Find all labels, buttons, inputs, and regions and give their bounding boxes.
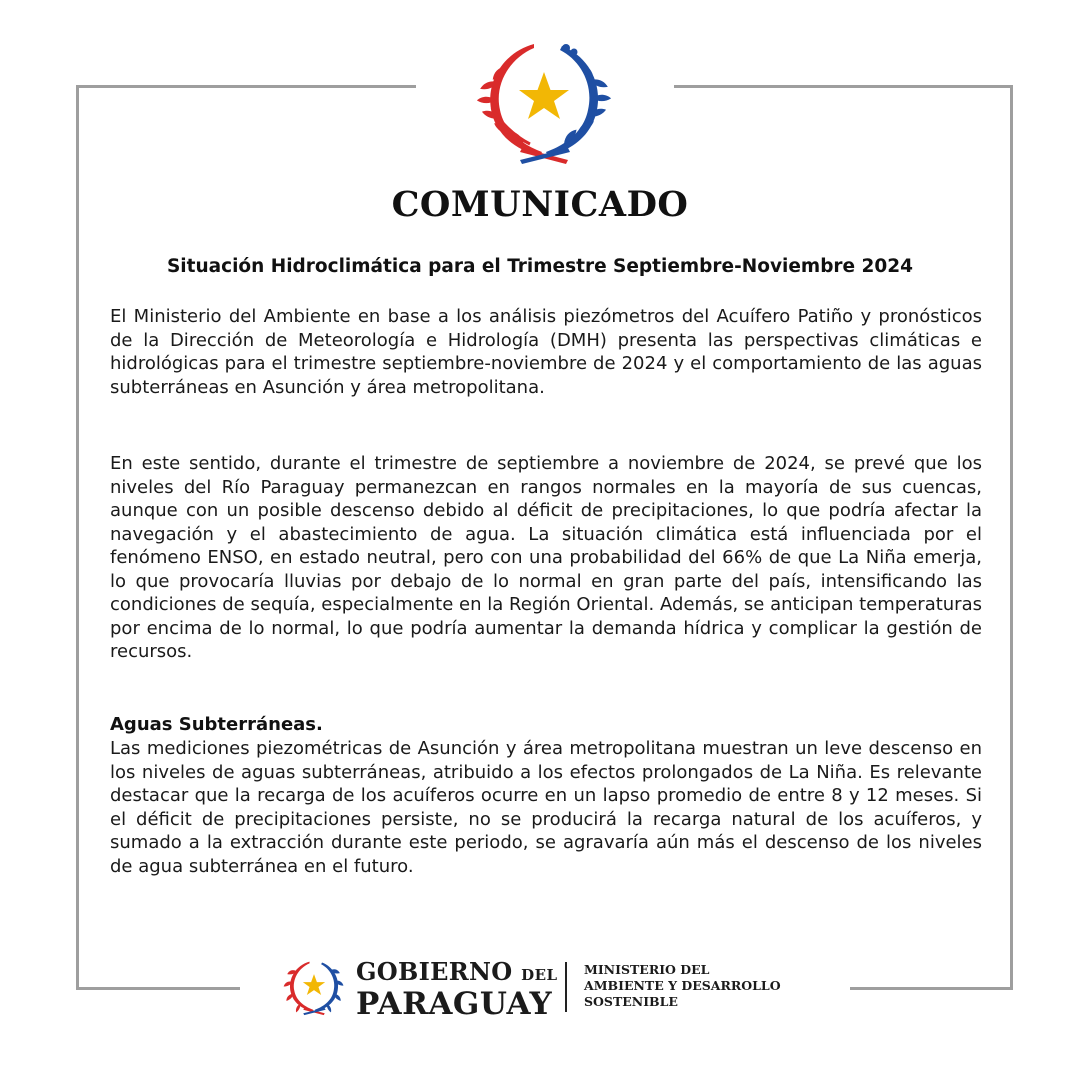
ministry-line-2: AMBIENTE Y DESARROLLO — [584, 978, 781, 993]
ministry-line-3: SOSTENIBLE — [584, 994, 678, 1009]
page-title: COMUNICADO — [391, 184, 689, 225]
ministry-wordmark — [584, 962, 834, 1010]
government-wordmark — [356, 957, 558, 1022]
frame-bottom-right — [850, 987, 1013, 990]
national-emblem-icon — [281, 956, 347, 1018]
subtitle: Situación Hidroclimática para el Trimestre Septiembre-Noviembre 2024 — [166, 256, 914, 277]
section-heading: Aguas Subterráneas. — [110, 714, 323, 735]
frame-top-right — [674, 85, 1013, 88]
footer-divider — [565, 962, 567, 1012]
paragraph-groundwater: Las mediciones piezométricas de Asunción y área metropolitana muestran un leve descenso en los niveles de aguas subterráneas, atribuido a los efectos prolongados de La Niña. Es relevante destacar que la recarga de los acuíferos ocurre en un lapso promedio de entre 8 y 12 meses. Si el déficit de precipitaciones persiste, no se producirá la recarga natural de los acuíferos, y sumado a la extracción durante este periodo, se agravaría aún más el descenso de los niveles de agua subterránea en el futuro. — [110, 738, 982, 877]
paragraph-forecast: En este sentido, durante el trimestre de septiembre a noviembre de 2024, se prevé que los niveles del Río Paraguay permanezcan en rangos normales en la mayoría de sus cuencas, aunque con un posible descenso debido al déficit de precipitaciones, lo que podría afectar la navegación y el abastecimiento de agua. La situación climática está influenciada por el fenómeno ENSO, en estado neutral, pero con una probabilidad del 66% de que La Niña emerja, lo que provocaría lluvias por debajo de lo normal en gran parte del país, intensificando las condiciones de sequía, especialmente en la Región Oriental. Además, se anticipan temperaturas por encima de lo normal, lo que podría aumentar la demanda hídrica y complicar la gestión de recursos. — [110, 453, 982, 662]
national-emblem-icon — [470, 38, 618, 164]
frame-top-left — [76, 85, 416, 88]
paragraph-intro: El Ministerio del Ambiente en base a los análisis piezómetros del Acuífero Patiño y pronósticos de la Dirección de Meteorología e Hidrología (DMH) presenta las perspectivas climáticas e hidrológicas para el trimestre septiembre-noviembre de 2024 y el comportamiento de las aguas subterráneas en Asunción y área metropolitana. — [110, 306, 982, 398]
gov-word-paraguay: PARAGUAY — [356, 986, 553, 1022]
frame-bottom-left — [76, 987, 240, 990]
gov-word-gobierno: GOBIERNO — [356, 957, 513, 986]
gov-word-del: DEL — [521, 966, 558, 984]
ministry-line-1: MINISTERIO DEL — [584, 962, 710, 977]
